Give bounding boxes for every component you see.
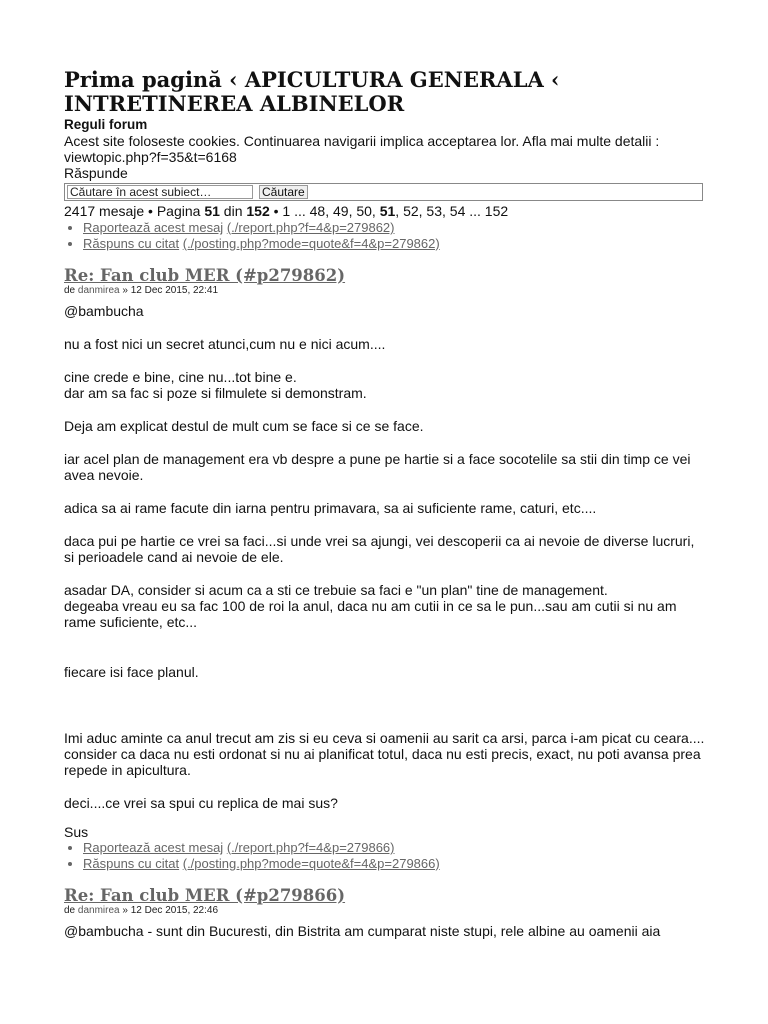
page-title: Prima pagină ‹ APICULTURA GENERALA ‹ INTRETINEREA ALBINELOR [64, 67, 560, 116]
post-body [64, 303, 705, 840]
post-actions [64, 840, 705, 872]
post-body [64, 923, 705, 939]
pagination-of: din [219, 203, 247, 219]
byline-prefix: de [64, 905, 76, 916]
post-paragraph: cine crede e bine, cine nu...tot bine e. dar am sa fac si poze si filmulete si demonstram. [64, 369, 367, 401]
pagination-total: 152 [246, 203, 270, 219]
quote-link-text[interactable]: Răspuns cu citat [83, 236, 180, 251]
post-paragraph: @bambucha - sunt din Bucuresti, din Bistrita am cumparat niste stupi, rele albine au oamenii aia [64, 923, 661, 939]
report-link-url[interactable]: (./report.php?f=4&p=279862) [226, 220, 395, 235]
search-bar [64, 183, 703, 201]
post [64, 267, 705, 872]
quote-link[interactable] [83, 856, 705, 872]
pagination-prefix: 2417 mesaje • Pagina [64, 203, 205, 219]
report-link-text[interactable]: Raportează acest mesaj [83, 220, 224, 235]
post-paragraph: deci....ce vrei sa spui cu replica de mai sus? [64, 795, 338, 811]
post-byline [64, 905, 705, 917]
post-paragraph: adica sa ai rame facute din iarna pentru primavara, sa ai suficiente rame, caturi, etc.... [64, 500, 597, 516]
rules-link[interactable]: Reguli forum [64, 117, 148, 132]
pagination-current: 51 [204, 203, 220, 219]
post-byline [64, 285, 705, 297]
post-title[interactable]: Re: Fan club MER (#p279862) [64, 266, 346, 285]
post-paragraph: iar acel plan de management era vb despre a pune pe hartie si a face socotelile sa stii din timp ce vei avea nevoie. [64, 451, 691, 483]
post-actions [64, 220, 705, 252]
sus-link[interactable]: Sus [64, 824, 89, 840]
viewtopic-link[interactable]: viewtopic.php?f=35&t=6168 [64, 149, 237, 165]
post-date: » 12 Dec 2015, 22:46 [122, 905, 219, 916]
post-title[interactable]: Re: Fan club MER (#p279866) [64, 886, 346, 905]
content [64, 68, 705, 939]
post [64, 887, 705, 939]
report-link-url[interactable]: (./report.php?f=4&p=279866) [226, 840, 395, 855]
search-button[interactable]: Căutare [259, 185, 308, 199]
post-paragraph: nu a fost nici un secret atunci,cum nu e nici acum.... [64, 336, 386, 352]
pagination [64, 203, 705, 219]
post-paragraph: daca pui pe hartie ce vrei sa faci...si unde vrei sa ajungi, vei descoperii ca ai nevoie de diverse lucruri, si perioadele cand ai nevoie de ele. [64, 533, 695, 565]
quote-link-url[interactable]: (./posting.php?mode=quote&f=4&p=279862) [182, 236, 440, 251]
search-input[interactable] [67, 185, 253, 199]
post-paragraph: @bambucha [64, 303, 144, 319]
quote-link-text[interactable]: Răspuns cu citat [83, 856, 180, 871]
author-link[interactable]: danmirea [77, 285, 120, 296]
reply-link[interactable]: Răspunde [64, 165, 128, 181]
report-link-text[interactable]: Raportează acest mesaj [83, 840, 224, 855]
pagination-pages-b[interactable]: , 52, 53, 54 ... 152 [395, 203, 509, 219]
post-paragraph: Imi aduc aminte ca anul trecut am zis si eu ceva si oamenii au sarit ca arsi, parca i-am picat cu ceara.... consider ca daca nu esti ordonat si nu ai planificat totul, daca nu esti precis, exact, nu poti avansa prea repede in apicultura. [64, 730, 705, 778]
post-date: » 12 Dec 2015, 22:41 [122, 285, 219, 296]
cookie-notice: Acest site foloseste cookies. Continuarea navigarii implica acceptarea lor. Afla mai multe detalii : [64, 133, 660, 149]
quote-link-url[interactable]: (./posting.php?mode=quote&f=4&p=279866) [182, 856, 440, 871]
byline-prefix: de [64, 285, 76, 296]
report-link[interactable] [83, 840, 705, 856]
pagination-current-link: 51 [379, 203, 396, 219]
report-link[interactable] [83, 220, 705, 236]
quote-link[interactable] [83, 236, 705, 252]
pagination-pages-a[interactable]: • 1 ... 48, 49, 50, [269, 203, 380, 219]
post-paragraph: asadar DA, consider si acum ca a sti ce trebuie sa faci e "un plan" tine de management. degeaba vreau eu sa fac 100 de roi la anul, daca nu am cutii in ce sa le pun...sau am cutii si nu am rame suficiente, etc... [64, 582, 677, 630]
post-paragraph: Deja am explicat destul de mult cum se face si ce se face. [64, 418, 424, 434]
author-link[interactable]: danmirea [77, 905, 120, 916]
post-paragraph: fiecare isi face planul. [64, 664, 199, 680]
